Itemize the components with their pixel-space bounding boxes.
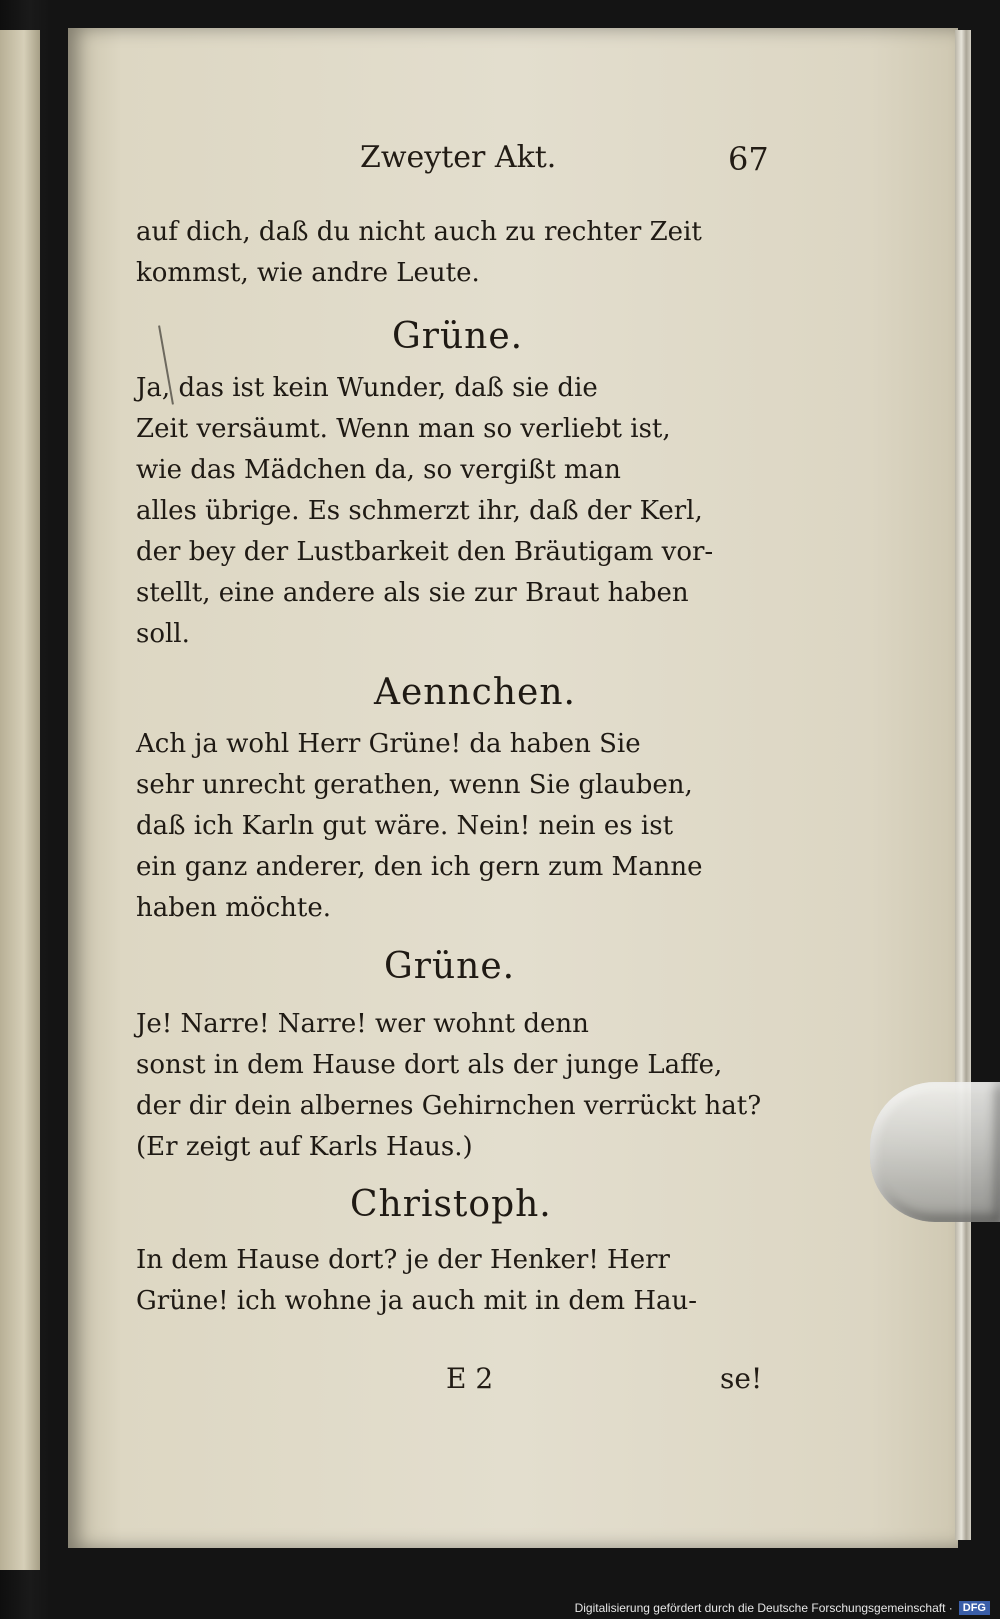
text-paragraph-5: In dem Hause dort? je der Henker! Herr Grüne! ich wohne ja auch mit in dem Hau-	[136, 1245, 698, 1316]
page-stack-edge	[955, 30, 971, 1540]
footer-credit	[575, 1601, 990, 1615]
text-paragraph-2: Ja, das ist kein Wunder, daß sie die Zeit versäumt. Wenn man so verliebt ist, wie das Mädchen da, so vergißt man alles übrige. Es schmerzt ihr, daß der Kerl, der bey der Lustbarkeit den Bräutigam vor- stellt, eine andere als sie zur Braut haben soll.	[136, 373, 714, 649]
text-paragraph-4: Je! Narre! Narre! wer wohnt denn sonst in dem Hause dort als der junge Laffe, der dir dein albernes Gehirnchen verrückt hat? (Er zeigt auf Karls Haus.)	[136, 1009, 762, 1162]
speaker-heading-christoph: Christoph.	[350, 1184, 552, 1225]
dfg-logo: DFG	[959, 1601, 990, 1615]
speaker-heading-gruene-2: Grüne.	[384, 946, 516, 987]
signature-mark: E 2	[446, 1362, 494, 1395]
speaker-heading-gruene-1: Grüne.	[392, 316, 524, 357]
text-paragraph-1: auf dich, daß du nicht auch zu rechter Zeit kommst, wie andre Leute.	[136, 217, 702, 288]
facing-page-edge	[0, 30, 40, 1570]
footer-text: Digitalisierung gefördert durch die Deutsche Forschungsgemeinschaft ·	[574, 1601, 953, 1615]
page-number: 67	[728, 140, 769, 178]
page-clip	[870, 1082, 1000, 1222]
catchword: se!	[720, 1362, 763, 1395]
running-head: Zweyter Akt.	[360, 140, 557, 175]
text-paragraph-3: Ach ja wohl Herr Grüne! da haben Sie sehr unrecht gerathen, wenn Sie glauben, daß ich Karln gut wäre. Nein! nein es ist ein ganz anderer, den ich gern zum Manne haben möchte.	[136, 729, 703, 923]
speaker-heading-aennchen: Aennchen.	[374, 672, 576, 713]
